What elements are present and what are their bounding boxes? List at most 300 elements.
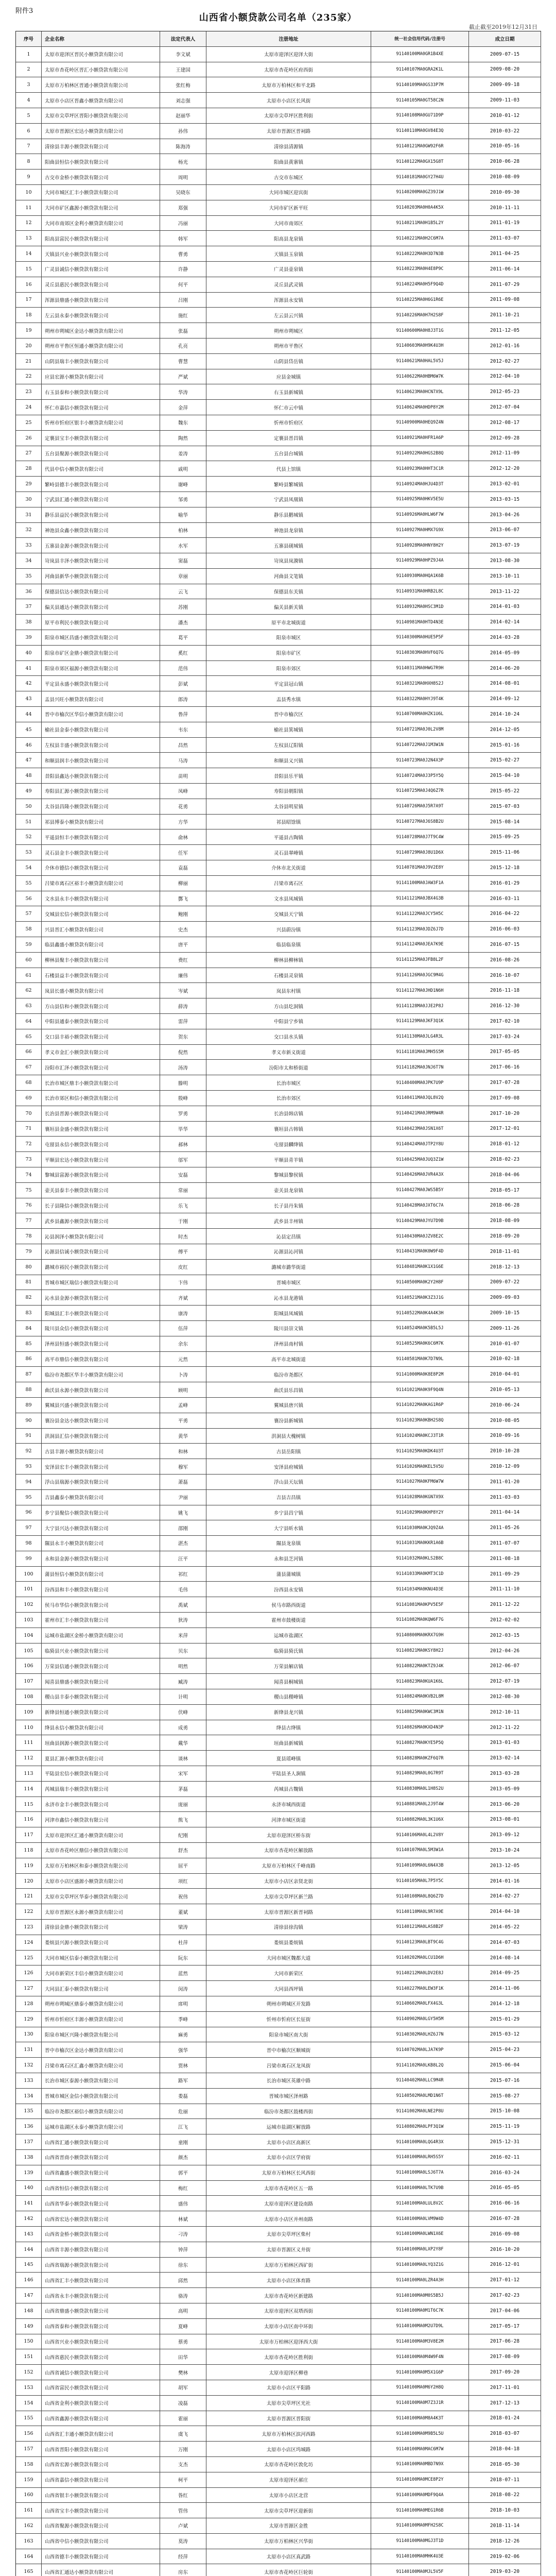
cell-name: 介休市德信小额贷款有限公司 bbox=[42, 860, 160, 875]
cell-date: 2011-04-25 bbox=[469, 246, 541, 261]
cell-no: 110 bbox=[16, 1720, 42, 1735]
cell-name: 汾西县和丰小额贷款有限公司 bbox=[42, 1582, 160, 1597]
cell-rep: 严斌 bbox=[160, 369, 206, 384]
cell-date: 2011-04-14 bbox=[469, 1505, 541, 1520]
cell-no: 63 bbox=[16, 998, 42, 1013]
table-row bbox=[16, 2181, 541, 2196]
cell-no: 77 bbox=[16, 1213, 42, 1228]
cell-code: 91140211MA0H1B5L2Y bbox=[371, 216, 469, 231]
cell-code: 91140100MA0LSJ6T7A bbox=[371, 2165, 469, 2180]
cell-name: 晋中市榆次区华信小额贷款有限公司 bbox=[42, 707, 160, 722]
cell-addr: 五寨县砚城镇 bbox=[206, 538, 371, 553]
cell-rep: 金萍 bbox=[160, 400, 206, 415]
cell-rep: 张磊 bbox=[160, 323, 206, 338]
cell-date: 2012-10-11 bbox=[469, 1705, 541, 1720]
cell-no: 57 bbox=[16, 906, 42, 921]
cell-code: 91140203MA0H0A4K5X bbox=[371, 200, 469, 215]
cell-code: 91141034MA0KNU4D3E bbox=[371, 1582, 469, 1597]
table-header-row bbox=[16, 31, 541, 47]
cell-rep: 时杰 bbox=[160, 1229, 206, 1244]
cell-code: 91140100MA0MJL5V5F bbox=[371, 2564, 469, 2576]
cell-rep: 姜涛 bbox=[160, 446, 206, 461]
cell-name: 山西省汇通小额贷款有限公司 bbox=[42, 2134, 160, 2149]
cell-addr: 太原市小店区高新区 bbox=[206, 2134, 371, 2149]
cell-date: 2017-06-28 bbox=[469, 2334, 541, 2349]
cell-rep: 娄磊 bbox=[160, 2089, 206, 2104]
cell-date: 2014-09-12 bbox=[469, 691, 541, 706]
cell-name: 阳泉市城区兴隆小额贷款有限公司 bbox=[42, 2027, 160, 2042]
cell-code: 91140702MA0LJA7K9P bbox=[371, 2042, 469, 2057]
cell-name: 山西省德丰小额贷款有限公司 bbox=[42, 2549, 160, 2564]
cell-rep: 余东 bbox=[160, 1336, 206, 1351]
cell-rep: 施红 bbox=[160, 308, 206, 323]
cell-date: 2014-01-16 bbox=[469, 1874, 541, 1889]
cell-name: 右玉县泰和小额贷款有限公司 bbox=[42, 384, 160, 399]
cell-name: 稷山县丰泰小额贷款有限公司 bbox=[42, 1689, 160, 1704]
cell-code: 91140122MA0GX15G8T bbox=[371, 154, 469, 169]
cell-no: 66 bbox=[16, 1045, 42, 1060]
cell-code: 91140430MA0JZV8E2C bbox=[371, 1229, 469, 1244]
cell-addr: 汾阳市太和桥街道 bbox=[206, 1060, 371, 1075]
table-row bbox=[16, 1213, 541, 1229]
cell-no: 84 bbox=[16, 1321, 42, 1336]
cell-date: 2016-06-03 bbox=[469, 922, 541, 937]
cell-no: 159 bbox=[16, 2472, 42, 2487]
table-row bbox=[16, 1398, 541, 1413]
cell-addr: 广灵县壶泉镇 bbox=[206, 262, 371, 277]
table-row bbox=[16, 200, 541, 216]
cell-no: 98 bbox=[16, 1536, 42, 1551]
cell-rep: 祁红 bbox=[160, 1567, 206, 1582]
table-row bbox=[16, 707, 541, 722]
cell-rep: 高明 bbox=[160, 2303, 206, 2318]
cell-no: 133 bbox=[16, 2073, 42, 2088]
cell-addr: 中阳县宁乡镇 bbox=[206, 1014, 371, 1029]
cell-name: 晋城市城区金信小额贷款有限公司 bbox=[42, 2089, 160, 2104]
cell-code: 91140828MA0KZF6Q7R bbox=[371, 1751, 469, 1766]
cell-name: 偏关县通达小额贷款有限公司 bbox=[42, 599, 160, 614]
cell-date: 2012-12-20 bbox=[469, 461, 541, 476]
cell-no: 101 bbox=[16, 1582, 42, 1597]
cell-code: 91140100MA0LZR4A3H bbox=[371, 2273, 469, 2287]
table-row bbox=[16, 1766, 541, 1782]
cell-code: 91140100MA0M8A4K3T bbox=[371, 2411, 469, 2426]
table-row bbox=[16, 431, 541, 446]
table-row bbox=[16, 246, 541, 262]
cell-name: 屯留县永信小额贷款有限公司 bbox=[42, 1137, 160, 1151]
cell-rep: 黄华 bbox=[160, 1429, 206, 1444]
cell-code: 91140110MA0GV84E3Q bbox=[371, 124, 469, 139]
cell-date: 2019-02-06 bbox=[469, 2549, 541, 2564]
table-row bbox=[16, 1367, 541, 1382]
cell-no: 104 bbox=[16, 1628, 42, 1643]
cell-date: 2017-10-20 bbox=[469, 1106, 541, 1121]
cell-no: 23 bbox=[16, 384, 42, 399]
cell-addr: 静乐县鹅城镇 bbox=[206, 507, 371, 522]
cell-code: 91140521MA0K3Z3J1G bbox=[371, 1290, 469, 1305]
cell-name: 朔州市平鲁区恒通小额贷款有限公司 bbox=[42, 338, 160, 353]
cell-addr: 平顺县青羊镇 bbox=[206, 1152, 371, 1167]
cell-code: 91140729MA0J8U1D6X bbox=[371, 845, 469, 860]
cell-rep: 邵刚 bbox=[160, 1520, 206, 1535]
cell-date: 2016-12-30 bbox=[469, 998, 541, 1013]
cell-no: 37 bbox=[16, 599, 42, 614]
cell-code: 91141181MA0JMH5S5M bbox=[371, 1045, 469, 1060]
cell-date: 2010-01-12 bbox=[469, 108, 541, 123]
cell-name: 榆社县金泰小额贷款有限公司 bbox=[42, 722, 160, 737]
cell-name: 平顺县宏达小额贷款有限公司 bbox=[42, 1152, 160, 1167]
cell-rep: 安磊 bbox=[160, 1167, 206, 1182]
cell-addr: 潞城市潞华街道 bbox=[206, 1260, 371, 1275]
cell-date: 2012-11-22 bbox=[469, 1720, 541, 1735]
cell-rep: 童刚 bbox=[160, 2134, 206, 2149]
cell-rep: 唐平 bbox=[160, 937, 206, 952]
cell-code: 91141024MA0KCJ3T1R bbox=[371, 1429, 469, 1444]
cell-no: 161 bbox=[16, 2503, 42, 2518]
cell-date: 2009-07-15 bbox=[469, 47, 541, 62]
cell-name: 山西省宏源小额贷款有限公司 bbox=[42, 2457, 160, 2472]
cell-name: 洪洞县汇信小额贷款有限公司 bbox=[42, 1429, 160, 1444]
cell-name: 永济市金丰小额贷款有限公司 bbox=[42, 1797, 160, 1812]
cell-rep: 计明 bbox=[160, 1689, 206, 1704]
cell-name: 河曲县新华小额贷款有限公司 bbox=[42, 569, 160, 584]
cell-rep: 和林 bbox=[160, 1444, 206, 1459]
cell-no: 33 bbox=[16, 538, 42, 553]
cell-date: 2016-02-11 bbox=[469, 2150, 541, 2165]
cell-name: 高平市鼎信小额贷款有限公司 bbox=[42, 1352, 160, 1367]
table-row bbox=[16, 1122, 541, 1137]
cell-no: 93 bbox=[16, 1459, 42, 1474]
cell-addr: 曲沃县乐昌镇 bbox=[206, 1382, 371, 1397]
cell-name: 清徐县金鼎小额贷款有限公司 bbox=[42, 1920, 160, 1935]
cell-no: 20 bbox=[16, 338, 42, 353]
table-row bbox=[16, 2564, 541, 2576]
cell-name: 运城市盐湖区金桥小额贷款有限公司 bbox=[42, 1628, 160, 1643]
table-row bbox=[16, 139, 541, 155]
cell-code: 91140927MA0HMX7G9X bbox=[371, 523, 469, 538]
cell-date: 2011-01-19 bbox=[469, 216, 541, 231]
cell-date: 2009-09-18 bbox=[469, 77, 541, 92]
cell-code: 91140121MA0GW92F6R bbox=[371, 139, 469, 154]
cell-date: 2010-08-09 bbox=[469, 170, 541, 184]
cell-name: 繁峙县德丰小额贷款有限公司 bbox=[42, 477, 160, 492]
cell-name: 潞城市裕民小额贷款有限公司 bbox=[42, 1260, 160, 1275]
table-row bbox=[16, 569, 541, 584]
table-row bbox=[16, 1321, 541, 1336]
cell-name: 阳曲县恒信小额贷款有限公司 bbox=[42, 154, 160, 169]
cell-addr: 太原市晋源区新晋祠路 bbox=[206, 1904, 371, 1919]
cell-date: 2014-05-09 bbox=[469, 646, 541, 660]
cell-name: 左云县永泰小额贷款有限公司 bbox=[42, 308, 160, 323]
table-body bbox=[16, 47, 541, 2576]
table-row bbox=[16, 1951, 541, 1966]
cell-rep: 皮红 bbox=[160, 1260, 206, 1275]
table-row bbox=[16, 1183, 541, 1198]
cell-date: 2013-08-01 bbox=[469, 1812, 541, 1827]
cell-code: 91140227MA0LEW3F1K bbox=[371, 1981, 469, 1996]
cell-addr: 灵丘县武灵镇 bbox=[206, 277, 371, 292]
cell-code: 91140727MA0J6S8B2U bbox=[371, 815, 469, 829]
cell-name: 临汾市尧都区裕信小额贷款有限公司 bbox=[42, 2104, 160, 2119]
cell-rep: 韩军 bbox=[160, 231, 206, 246]
cell-code: 91140107MA0GRA2K1L bbox=[371, 62, 469, 77]
cell-no: 45 bbox=[16, 722, 42, 737]
cell-rep: 卞伟 bbox=[160, 1275, 206, 1290]
cell-no: 132 bbox=[16, 2058, 42, 2073]
cell-no: 80 bbox=[16, 1260, 42, 1275]
cell-name: 静乐县益民小额贷款有限公司 bbox=[42, 507, 160, 522]
cell-name: 沁源县信诚小额贷款有限公司 bbox=[42, 1244, 160, 1259]
cell-date: 2014-03-28 bbox=[469, 630, 541, 645]
table-row bbox=[16, 2073, 541, 2089]
table-row bbox=[16, 630, 541, 646]
cell-code: 91140981MA0HTD4N3E bbox=[371, 615, 469, 630]
table-row bbox=[16, 1628, 541, 1643]
cell-no: 107 bbox=[16, 1674, 42, 1689]
cell-addr: 古交市东城区 bbox=[206, 170, 371, 184]
cell-name: 山西省诚信小额贷款有限公司 bbox=[42, 2365, 160, 2380]
cell-code: 91140602MA0LFX4G3L bbox=[371, 1996, 469, 2011]
cell-addr: 石楼县灵泉镇 bbox=[206, 968, 371, 983]
cell-name: 山西省汇丰小额贷款有限公司 bbox=[42, 2273, 160, 2287]
cell-addr: 阳泉市郊区 bbox=[206, 661, 371, 676]
cell-date: 2012-03-15 bbox=[469, 1628, 541, 1643]
cell-code: 91140100MA0MEG1R6B bbox=[371, 2503, 469, 2518]
cell-date: 2010-10-28 bbox=[469, 1444, 541, 1459]
table-row bbox=[16, 1091, 541, 1106]
cell-code: 91140300MA0HUE5P5F bbox=[371, 630, 469, 645]
cell-rep: 贺东 bbox=[160, 1029, 206, 1044]
cell-name: 岢岚县丰泽小额贷款有限公司 bbox=[42, 553, 160, 568]
cell-name: 山西省晋阳小额贷款有限公司 bbox=[42, 2442, 160, 2456]
cell-rep: 花勇 bbox=[160, 799, 206, 814]
cell-date: 2010-09-30 bbox=[469, 185, 541, 200]
table-row bbox=[16, 308, 541, 323]
cell-rep: 盛伟 bbox=[160, 2196, 206, 2211]
cell-rep: 刁涛 bbox=[160, 2227, 206, 2242]
cell-date: 2014-11-06 bbox=[469, 1981, 541, 1996]
cell-code: 91140928MA0HNY8H2Y bbox=[371, 538, 469, 553]
cell-addr: 长治县韩店镇 bbox=[206, 1106, 371, 1121]
cell-addr: 太原市尖草坪区胜利街 bbox=[206, 108, 371, 123]
cell-date: 2018-05-17 bbox=[469, 1183, 541, 1198]
cell-addr: 临猗县猗氏镇 bbox=[206, 1643, 371, 1658]
cell-date: 2014-01-03 bbox=[469, 599, 541, 614]
cell-date: 2015-08-14 bbox=[469, 815, 541, 829]
table-row bbox=[16, 2334, 541, 2350]
cell-no: 113 bbox=[16, 1766, 42, 1781]
cell-date: 2015-08-27 bbox=[469, 2089, 541, 2104]
cell-addr: 临县临泉镇 bbox=[206, 937, 371, 952]
cell-name: 长治县晋源小额贷款有限公司 bbox=[42, 1106, 160, 1121]
cell-code: 91140212MA0LDV2E8J bbox=[371, 1965, 469, 1980]
cell-code: 91140724MA0J3P5Y5Q bbox=[371, 768, 469, 783]
cell-addr: 太原市迎泽区郝庄 bbox=[206, 2472, 371, 2487]
cell-rep: 邱然 bbox=[160, 2273, 206, 2287]
cell-name: 山阴县瑞丰小额贷款有限公司 bbox=[42, 354, 160, 369]
cell-code: 91140826MA0KXD4N3P bbox=[371, 1720, 469, 1735]
table-row bbox=[16, 906, 541, 922]
cell-no: 100 bbox=[16, 1567, 42, 1582]
cell-code: 91140421MA0JRM9W4R bbox=[371, 1106, 469, 1121]
cell-code: 91140222MA0H3D7N3B bbox=[371, 246, 469, 261]
cell-addr: 夏县瑶峰镇 bbox=[206, 1751, 371, 1766]
cell-no: 26 bbox=[16, 431, 42, 446]
cell-addr: 蒲县蒲城镇 bbox=[206, 1567, 371, 1582]
cell-code: 91140303MA0HVF6Q7G bbox=[371, 646, 469, 660]
cell-code: 91140400MA0JPK7U9P bbox=[371, 1075, 469, 1090]
table-row bbox=[16, 753, 541, 768]
cell-no: 1 bbox=[16, 47, 42, 62]
cell-addr: 朔州市朔城区开发路 bbox=[206, 1996, 371, 2011]
cell-date: 2018-08-22 bbox=[469, 2488, 541, 2503]
cell-date: 2014-08-01 bbox=[469, 676, 541, 691]
cell-addr: 高平市北城街道 bbox=[206, 1352, 371, 1367]
table-row bbox=[16, 1106, 541, 1122]
cell-no: 86 bbox=[16, 1352, 42, 1367]
cell-code: 91140522MA0K4A4K3H bbox=[371, 1306, 469, 1320]
cell-date: 2016-07-28 bbox=[469, 2211, 541, 2226]
cell-date: 2012-09-28 bbox=[469, 431, 541, 446]
cell-rep: 米萍 bbox=[160, 1628, 206, 1643]
cell-rep: 熊飞 bbox=[160, 1812, 206, 1827]
cell-addr: 太原市迎泽区建设南路 bbox=[206, 2196, 371, 2211]
cell-name: 山西省嘉信小额贷款有限公司 bbox=[42, 2472, 160, 2487]
cell-no: 128 bbox=[16, 1996, 42, 2011]
cell-rep: 田华 bbox=[160, 2349, 206, 2364]
cell-rep: 杜萍 bbox=[160, 1935, 206, 1950]
cell-name: 万荣县信通小额贷款有限公司 bbox=[42, 1658, 160, 1673]
cell-rep: 强华 bbox=[160, 2042, 206, 2057]
cell-code: 91141031MA0KKR1A6B bbox=[371, 1536, 469, 1551]
cell-no: 43 bbox=[16, 691, 42, 706]
cell-name: 石楼县益丰小额贷款有限公司 bbox=[42, 968, 160, 983]
cell-no: 136 bbox=[16, 2119, 42, 2134]
cell-addr: 沁源县沁河镇 bbox=[206, 1244, 371, 1259]
cell-name: 阳泉市郊区福源小额贷款有限公司 bbox=[42, 661, 160, 676]
cell-rep: 董斌 bbox=[160, 1904, 206, 1919]
cell-date: 2015-07-16 bbox=[469, 2073, 541, 2088]
cell-code: 91140100MA0M2U7D9L bbox=[371, 2319, 469, 2334]
cell-rep: 赵丽华 bbox=[160, 108, 206, 123]
cell-no: 108 bbox=[16, 1689, 42, 1704]
table-row bbox=[16, 2349, 541, 2365]
cell-code: 91140121MA0LAS8B2F bbox=[371, 1920, 469, 1935]
cell-rep: 吕刚 bbox=[160, 293, 206, 308]
cell-name: 平遥县恒丰小额贷款有限公司 bbox=[42, 829, 160, 844]
table-row bbox=[16, 676, 541, 691]
cell-rep: 禹斌 bbox=[160, 1597, 206, 1612]
cell-name: 方山县信和小额贷款有限公司 bbox=[42, 998, 160, 1013]
cell-date: 2015-11-19 bbox=[469, 2119, 541, 2134]
cell-code: 91141122MA0JCY5H5C bbox=[371, 906, 469, 921]
cell-addr: 宁武县凤凰镇 bbox=[206, 492, 371, 507]
cell-rep: 蓝然 bbox=[160, 1965, 206, 1980]
cell-no: 10 bbox=[16, 185, 42, 200]
table-row bbox=[16, 523, 541, 538]
cell-name: 中阳县通泰小额贷款有限公司 bbox=[42, 1014, 160, 1029]
cell-no: 155 bbox=[16, 2411, 42, 2426]
cell-no: 160 bbox=[16, 2488, 42, 2503]
cell-addr: 祁县昭馀镇 bbox=[206, 815, 371, 829]
cell-rep: 岑斌 bbox=[160, 983, 206, 998]
cell-code: 91141023MA0KBH2S8Q bbox=[371, 1413, 469, 1428]
table-row bbox=[16, 1290, 541, 1306]
cell-code: 91140723MA0J2N4X3P bbox=[371, 753, 469, 768]
cell-code: 91140321MA0HXH8S2J bbox=[371, 676, 469, 691]
cell-rep: 臧涛 bbox=[160, 1674, 206, 1689]
cell-date: 2015-04-23 bbox=[469, 2042, 541, 2057]
cell-code: 91140900MA0HEQ9Z4N bbox=[371, 415, 469, 430]
cell-no: 146 bbox=[16, 2273, 42, 2287]
cell-code: 91140100MA0M7Z3J1R bbox=[371, 2396, 469, 2411]
cell-no: 69 bbox=[16, 1091, 42, 1106]
cell-no: 73 bbox=[16, 1152, 42, 1167]
cell-name: 忻州市忻府区丰源小额贷款有限公司 bbox=[42, 2012, 160, 2027]
cell-name: 太原市晋源区永源小额贷款有限公司 bbox=[42, 1904, 160, 1919]
cell-no: 8 bbox=[16, 154, 42, 169]
cell-rep: 项红 bbox=[160, 1874, 206, 1889]
table-row bbox=[16, 1782, 541, 1797]
cell-date: 2010-06-28 bbox=[469, 154, 541, 169]
table-row bbox=[16, 1459, 541, 1475]
cell-rep: 罗勇 bbox=[160, 1106, 206, 1121]
cell-addr: 太原市杏花岭区敦化坊 bbox=[206, 2457, 371, 2472]
cell-date: 2011-12-22 bbox=[469, 1597, 541, 1612]
cell-date: 2010-08-05 bbox=[469, 1413, 541, 1428]
cell-addr: 娄烦县娄烦镇 bbox=[206, 1935, 371, 1950]
cell-code: 91140123MA0LBT9C4G bbox=[371, 1935, 469, 1950]
cell-addr: 大同市城区迎宾街 bbox=[206, 185, 371, 200]
cell-no: 138 bbox=[16, 2150, 42, 2165]
table-row bbox=[16, 1275, 541, 1291]
cell-addr: 交口县水头镇 bbox=[206, 1029, 371, 1044]
cell-rep: 莫涛 bbox=[160, 2534, 206, 2549]
table-row bbox=[16, 738, 541, 753]
cell-code: 91140100MA0LXP2Y8F bbox=[371, 2242, 469, 2257]
table-row bbox=[16, 2119, 541, 2134]
cell-addr: 天镇县玉泉镇 bbox=[206, 246, 371, 261]
cell-code: 91140923MA0HHT3C1R bbox=[371, 461, 469, 476]
cell-name: 黎城县富源小额贷款有限公司 bbox=[42, 1167, 160, 1182]
cell-code: 91140500MA0K2Y2H8F bbox=[371, 1275, 469, 1290]
cell-addr: 和顺县义兴镇 bbox=[206, 753, 371, 768]
cell-no: 152 bbox=[16, 2365, 42, 2380]
table-row bbox=[16, 1137, 541, 1152]
header-addr: 注册地址 bbox=[206, 31, 371, 46]
cell-date: 2011-07-29 bbox=[469, 277, 541, 292]
cell-rep: 鲁萍 bbox=[160, 707, 206, 722]
cell-rep: 成勇 bbox=[160, 1720, 206, 1735]
cell-addr: 太原市晋源区晋阳街 bbox=[206, 2411, 371, 2426]
cell-no: 105 bbox=[16, 1643, 42, 1658]
cell-code: 91140781MA0J9V2E8Y bbox=[371, 860, 469, 875]
table-row bbox=[16, 845, 541, 860]
cell-name: 神池县众鑫小额贷款有限公司 bbox=[42, 523, 160, 538]
cell-rep: 乐飞 bbox=[160, 1198, 206, 1213]
cell-name: 太原市迎泽区晋民小额贷款有限公司 bbox=[42, 47, 160, 62]
table-row bbox=[16, 1536, 541, 1551]
cell-no: 145 bbox=[16, 2258, 42, 2273]
table-row bbox=[16, 1229, 541, 1244]
table-row bbox=[16, 323, 541, 338]
cell-addr: 大同市城区魏都大道 bbox=[206, 1951, 371, 1965]
cell-addr: 太原市尖草坪区光社 bbox=[206, 2396, 371, 2411]
cell-name: 运城市盐湖区永泰小额贷款有限公司 bbox=[42, 2119, 160, 2134]
cell-name: 大同市南郊区金利小额贷款有限公司 bbox=[42, 216, 160, 231]
cell-addr: 太原市万柏林区和平北路 bbox=[206, 77, 371, 92]
table-row bbox=[16, 2196, 541, 2211]
